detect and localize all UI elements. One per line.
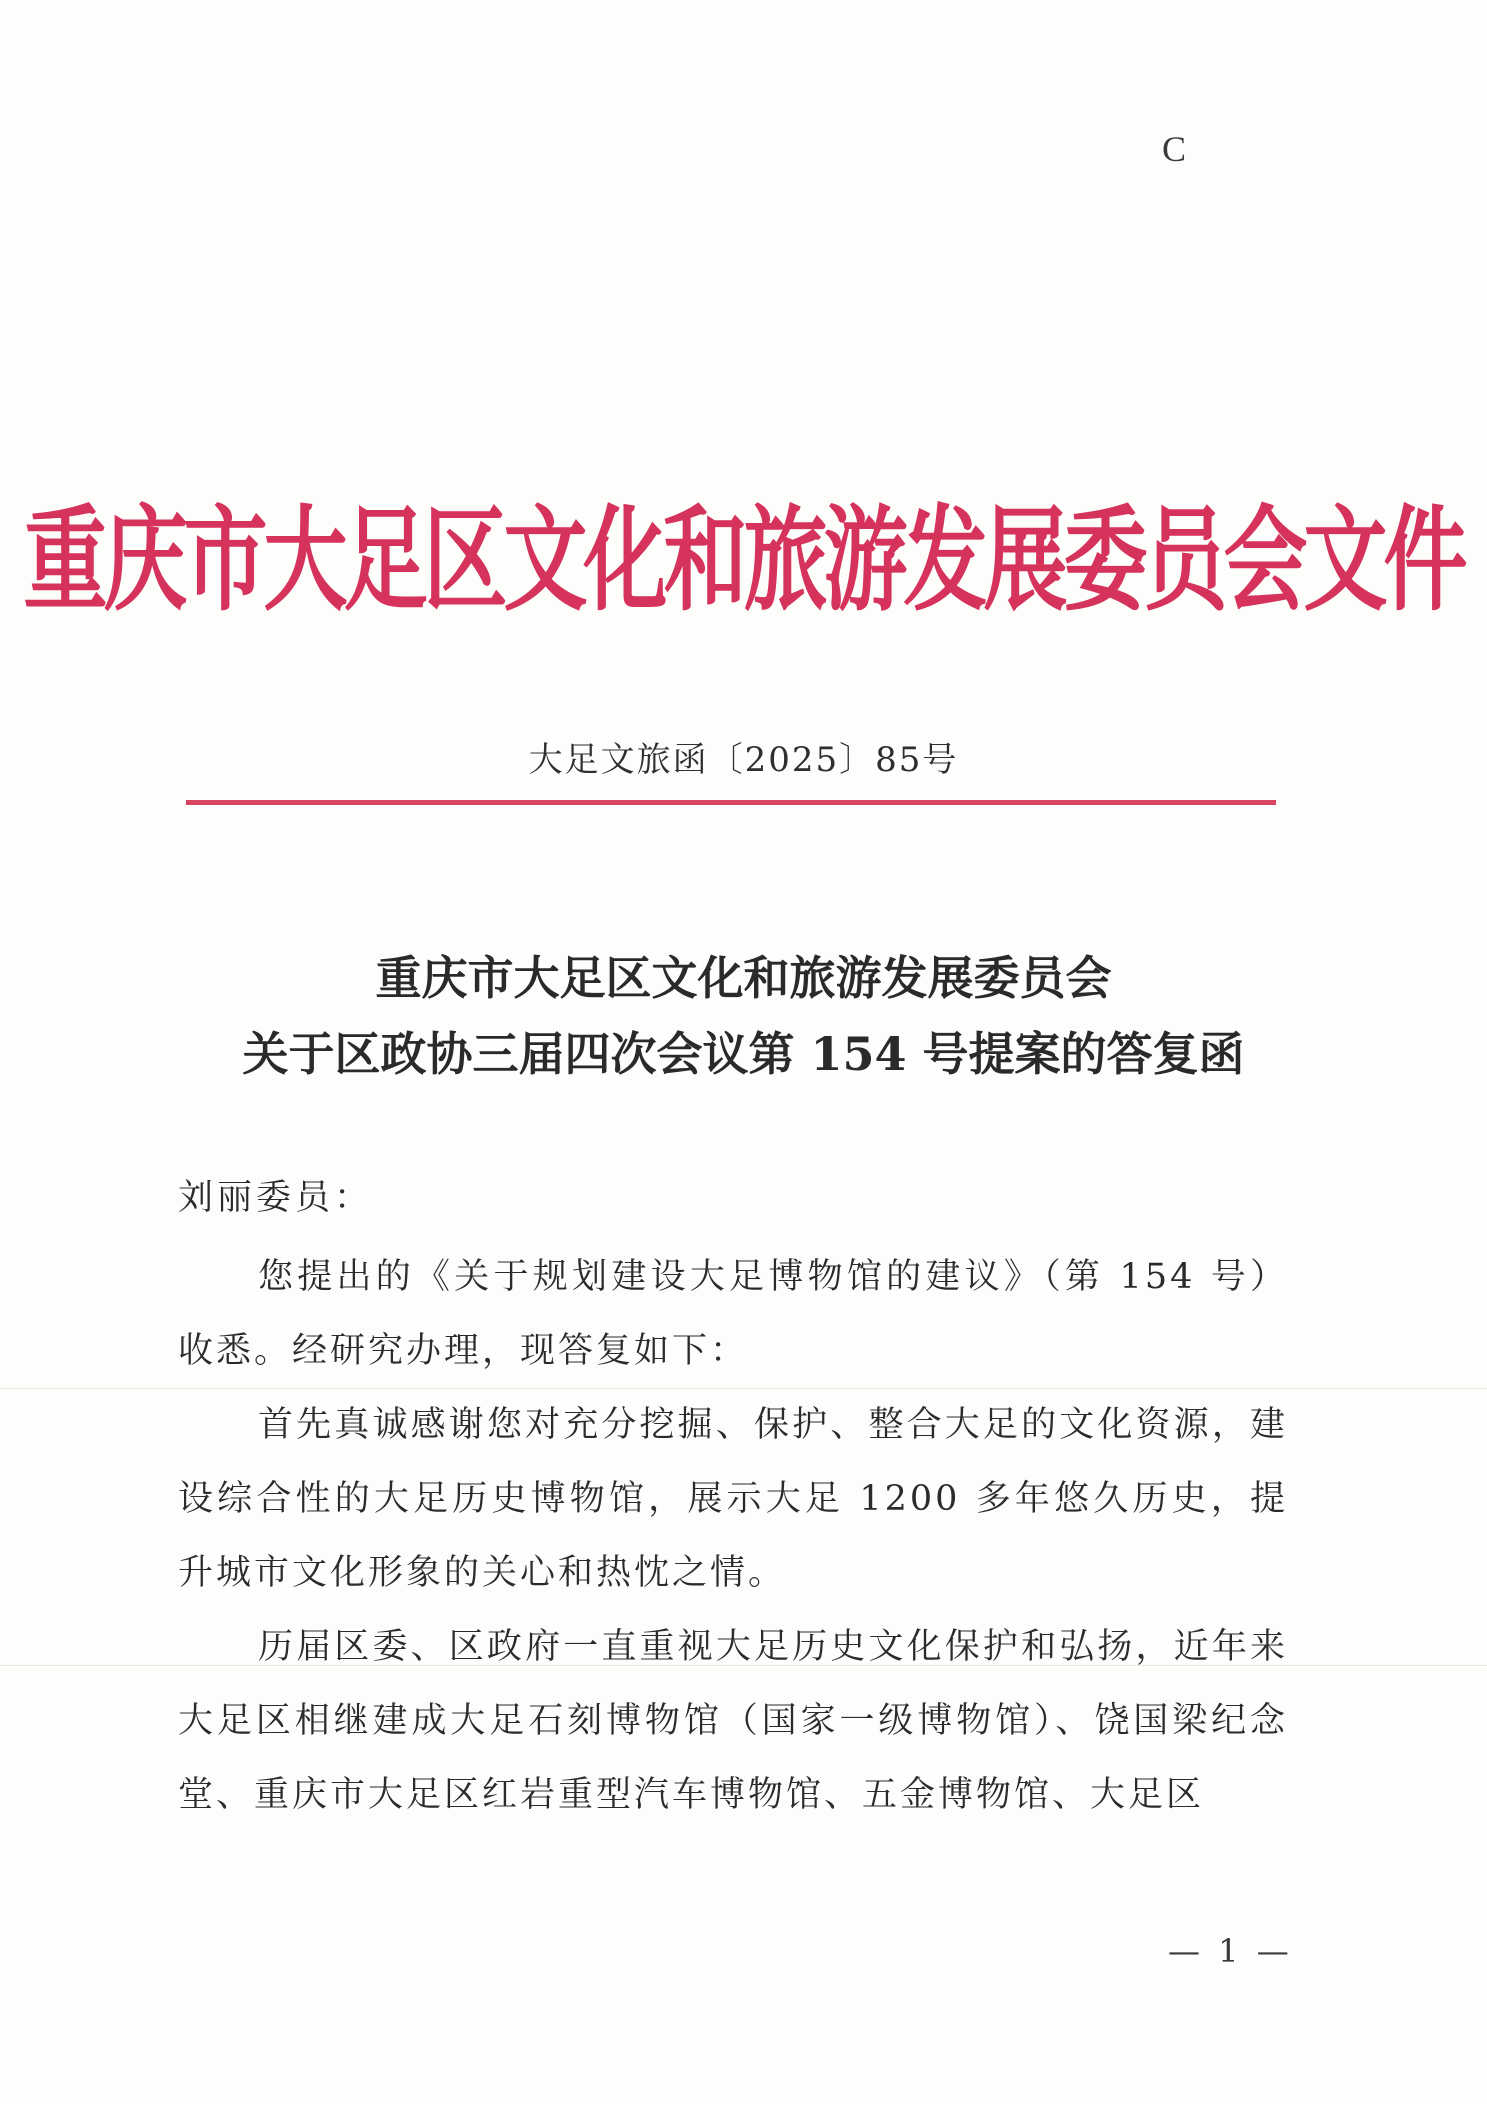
letter-title-line-2: 关于区政协三届四次会议第 154 号提案的答复函 xyxy=(242,1027,1245,1081)
salutation: 刘丽委员： xyxy=(178,1178,374,1218)
body-paragraph: 首先真诚感谢您对充分挖掘、保护、整合大足的文化资源，建设综合性的大足历史博物馆，展示大足 1200 多年悠久历史，提升城市文化形象的关心和热忱之情。 xyxy=(178,1405,1288,1593)
grade-mark: C xyxy=(1162,129,1187,169)
body-paragraph: 历届区委、区政府一直重视大足历史文化保护和弘扬，近年来大足区相继建成大足石刻博物馆（国家一级博物馆）、饶国梁纪念堂、重庆市大足区红岩重型汽车博物馆、五金博物馆、大足区 xyxy=(178,1627,1288,1815)
document-number: 大足文旅函〔2025〕85号 xyxy=(528,740,959,780)
letter-title-line-1: 重庆市大足区文化和旅游发展委员会 xyxy=(375,951,1112,1005)
page-number: — 1 — xyxy=(1168,1932,1293,1970)
red-divider-rule xyxy=(186,800,1276,805)
letter-body xyxy=(178,1240,1288,1832)
document-masthead: 重庆市大足区文化和旅游发展委员会文件 xyxy=(23,494,1464,627)
body-paragraph: 您提出的《关于规划建设大足博物馆的建议》（第 154 号）收悉。经研究办理，现答复如下： xyxy=(178,1257,1288,1371)
